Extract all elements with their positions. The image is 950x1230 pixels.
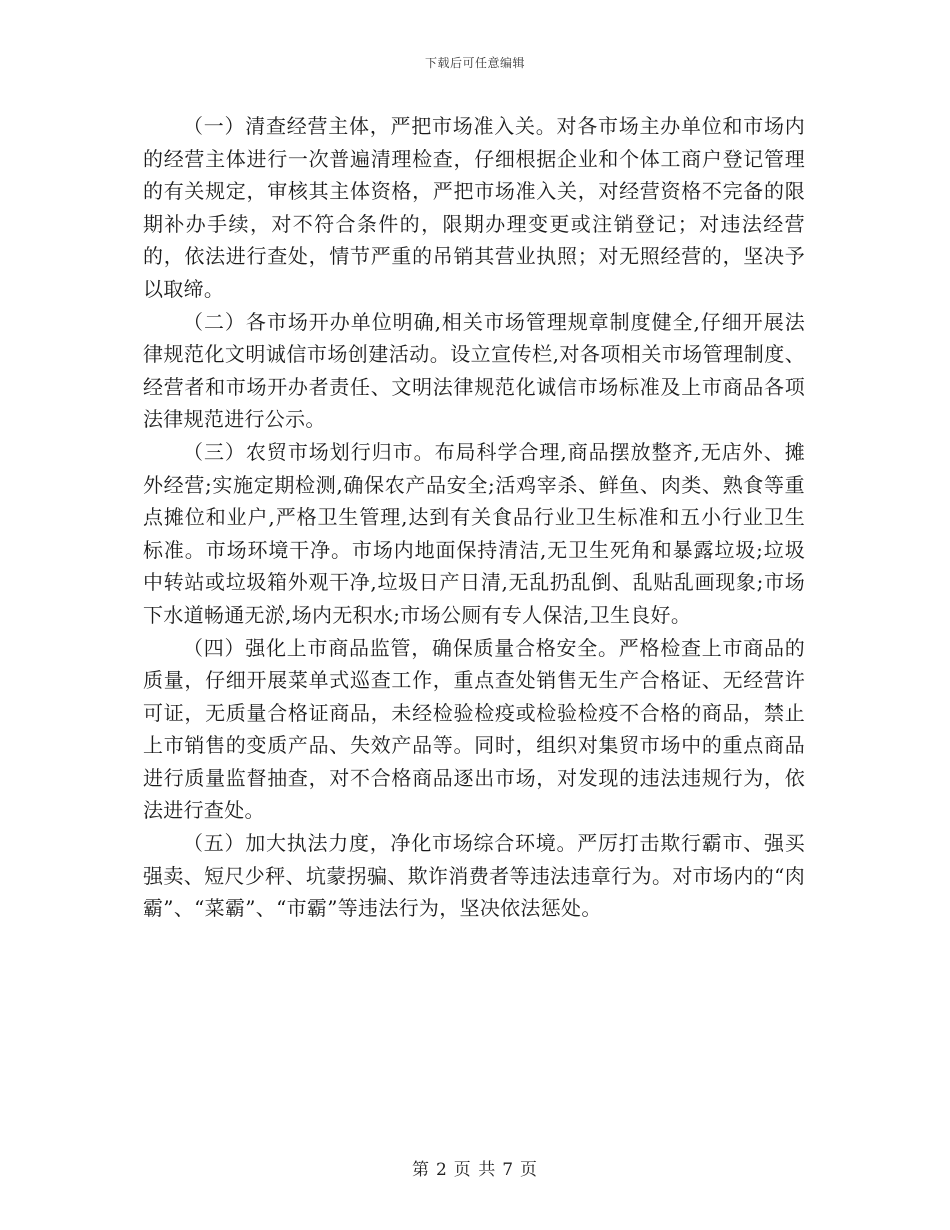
paragraph-4: （四）强化上市商品监管，确保质量合格安全。严格检查上市商品的质量，仔细开展菜单式巡查工作，重点查处销售无生产合格证、无经营许可证，无质量合格证商品，未经检验检疫或检验检疫不合格的商品，禁止上市销售的变质产品、失效产品等。同时，组织对集贸市场中的重点商品进行质量监督抽查，对不合格商品逐出市场，对发现的违法违规行为，依法进行查处。 (143, 635, 805, 823)
page-middle: 页 共 (453, 1160, 497, 1180)
page-footer (0, 1155, 950, 1180)
page-header: 下载后可任意编辑 (424, 56, 525, 70)
paragraph-5: （五）加大执法力度，净化市场综合环境。严厉打击欺行霸市、强买强卖、短尺少秤、坑蒙拐骗、欺诈消费者等违法违章行为。对市场内的“肉霸”、“菜霸”、“市霸”等违法行为，坚决依法惩处。 (143, 831, 805, 921)
document-body (143, 110, 805, 925)
paragraph-2: （二）各市场开办单位明确,相关市场管理规章制度健全,仔细开展法律规范化文明诚信市场创建活动。设立宣传栏,对各项相关市场管理制度、经营者和市场开办者责任、文明法律规范化诚信市场标准及上市商品各项法律规范进行公示。 (143, 309, 805, 432)
page-total: 7 (502, 1160, 515, 1180)
paragraph-1: （一）清查经营主体，严把市场准入关。对各市场主办单位和市场内的经营主体进行一次普遍清理检查，仔细根据企业和个体工商户登记管理的有关规定，审核其主体资格，严把市场准入关，对经营资格不完备的限期补办手续，对不符合条件的，限期办理变更或注销登记；对违法经营的，依法进行查处，情节严重的吊销其营业执照；对无照经营的，坚决予以取缔。 (143, 114, 805, 301)
paragraph-3: （三）农贸市场划行归市。布局科学合理,商品摆放整齐,无店外、摊外经营;实施定期检测,确保农产品安全;活鸡宰杀、鲜鱼、肉类、熟食等重点摊位和业户,严格卫生管理,达到有关食品行业卫生标准和五小行业卫生标准。市场环境干净。市场内地面保持清洁,无卫生死角和暴露垃圾;垃圾中转站或垃圾箱外观干净,垃圾日产日清,无乱扔乱倒、乱贴乱画现象;市场下水道畅通无淤,场内无积水;市场公厕有专人保洁,卫生良好。 (143, 439, 805, 627)
page-prefix: 第 (411, 1160, 430, 1180)
page-current: 2 (435, 1160, 448, 1180)
page-suffix: 页 (520, 1160, 539, 1180)
